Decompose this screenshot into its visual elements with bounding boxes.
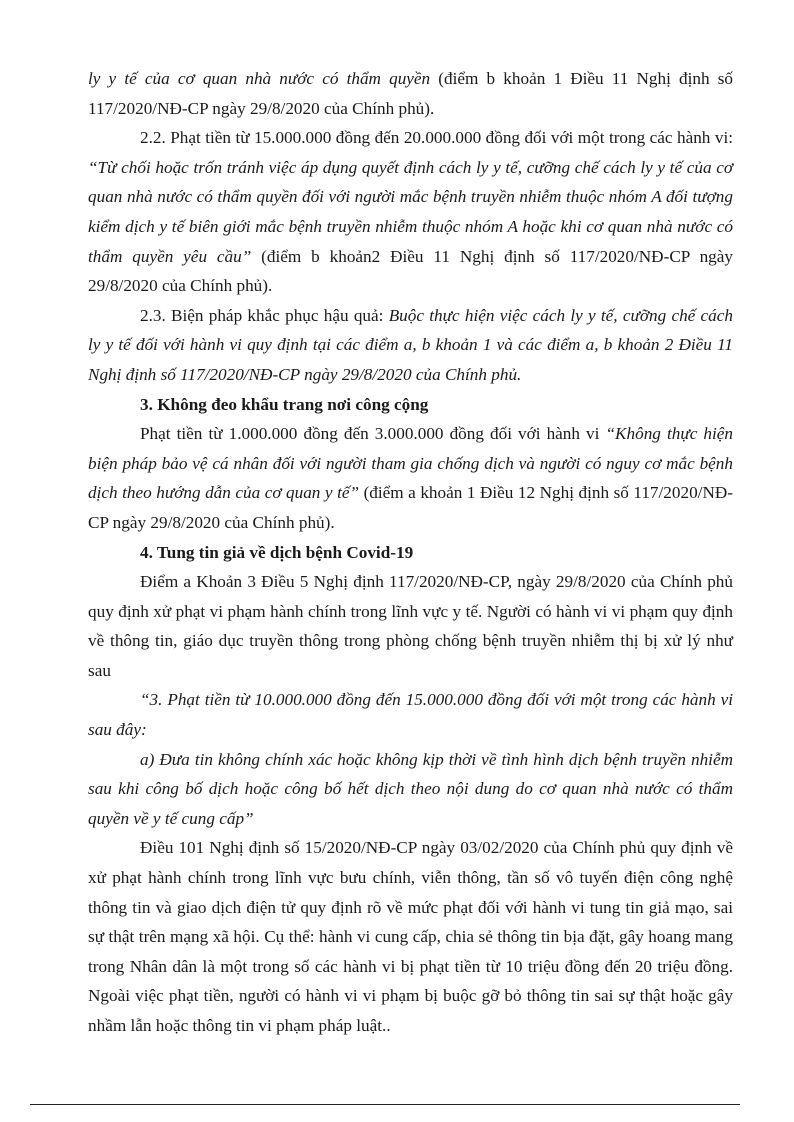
italic-text: ly y tế của cơ quan nhà nước có thẩm quyền — [88, 69, 431, 88]
text: Phạt tiền từ 1.000.000 đồng đến 3.000.000 đồng đối với hành vi — [140, 424, 606, 444]
paragraph-3 — [88, 419, 733, 537]
footer-rule — [30, 1104, 740, 1105]
paragraph-4-intro: Điểm a Khoản 3 Điều 5 Nghị định 117/2020/NĐ-CP, ngày 29/8/2020 của Chính phủ quy định xử phạt vi phạm hành chính trong lĩnh vực y tế. Người có hành vi vi phạm quy định về thông tin, giáo dục truyền thông trong phòng chống bệnh truyền nhiễm thị bị xử lý như sau — [88, 572, 733, 680]
paragraph-2-3 — [88, 301, 733, 390]
text: 2.2. Phạt tiền từ 15.000.000 đồng đến 20.000.000 đồng đối với một trong các hành vi: — [140, 128, 733, 148]
italic-text: Buộc thực hiện việc cách ly y tế, cưỡng chế cách ly y tế đối với hành vi quy định tại các điểm a, b khoản 1 và các điểm a, b khoản 2 Điều 11 Nghị định số 117/2020/NĐ-CP ngày 29/8/2020 của Chính phủ. — [88, 305, 733, 384]
document-body — [88, 64, 733, 1041]
text: 2.3. Biện pháp khắc phục hậu quả: — [140, 305, 389, 325]
quote-paragraph-2: a) Đưa tin không chính xác hoặc không kịp thời về tình hình dịch bệnh truyền nhiễm sau khi công bố dịch hoặc công bố hết dịch theo nội dung do cơ quan nhà nước có thẩm quyền về y tế cung cấp” — [88, 749, 733, 828]
paragraph-continuation — [88, 64, 733, 123]
quote-paragraph-1: “3. Phạt tiền từ 10.000.000 đồng đến 15.000.000 đồng đối với một trong các hành vi sau đây: — [88, 690, 733, 740]
text: (điểm b khoản2 Điều 11 Nghị định số 117/2020/NĐ-CP ngày 29/8/2020 của Chính phủ). — [88, 246, 733, 296]
section-heading-4: 4. Tung tin giả về dịch bệnh Covid-19 — [140, 542, 414, 562]
text: (điểm b khoản 1 Điều 11 Nghị định số 117/2020/NĐ-CP ngày 29/8/2020 của Chính phủ). — [88, 69, 733, 118]
italic-text: “Không thực hiện biện pháp bảo vệ cá nhân đối với người tham gia chống dịch và người có nguy cơ mắc bệnh dịch theo hướng dẫn của cơ quan y tế” — [88, 424, 733, 503]
section-heading-3: 3. Không đeo khẩu trang nơi công cộng — [140, 394, 429, 414]
italic-text: “Từ chối hoặc trốn tránh việc áp dụng quyết định cách ly y tế, cưỡng chế cách ly y tế của cơ quan nhà nước có thẩm quyền đối với người mắc bệnh truyền nhiễm thuộc nhóm A đối tượng kiểm dịch y tế biên giới mắc bệnh truyền nhiễm thuộc nhóm A hoặc khi cơ quan nhà nước có thẩm quyền yêu cầu” — [88, 157, 733, 266]
paragraph-article-101: Điều 101 Nghị định số 15/2020/NĐ-CP ngày 03/02/2020 của Chính phủ quy định về xử phạt hành chính trong lĩnh vực bưu chính, viễn thông, tần số vô tuyến điện công nghệ thông tin và giao dịch điện tử quy định rõ về mức phạt đối với hành vi tung tin giả mạo, sai sự thật trên mạng xã hội. Cụ thể: hành vi cung cấp, chia sẻ thông tin bịa đặt, gây hoang mang trong Nhân dân là một trong số các hành vi bị phạt tiền từ 10 triệu đồng đến 20 triệu đồng. Ngoài việc phạt tiền, người có hành vi vi phạm bị buộc gỡ bỏ thông tin sai sự thật hoặc gây nhầm lẫn hoặc thông tin vi phạm pháp luật.. — [88, 838, 733, 1035]
paragraph-2-2 — [88, 123, 733, 301]
text: (điểm a khoản 1 Điều 12 Nghị định số 117/2020/NĐ-CP ngày 29/8/2020 của Chính phủ). — [88, 483, 733, 532]
